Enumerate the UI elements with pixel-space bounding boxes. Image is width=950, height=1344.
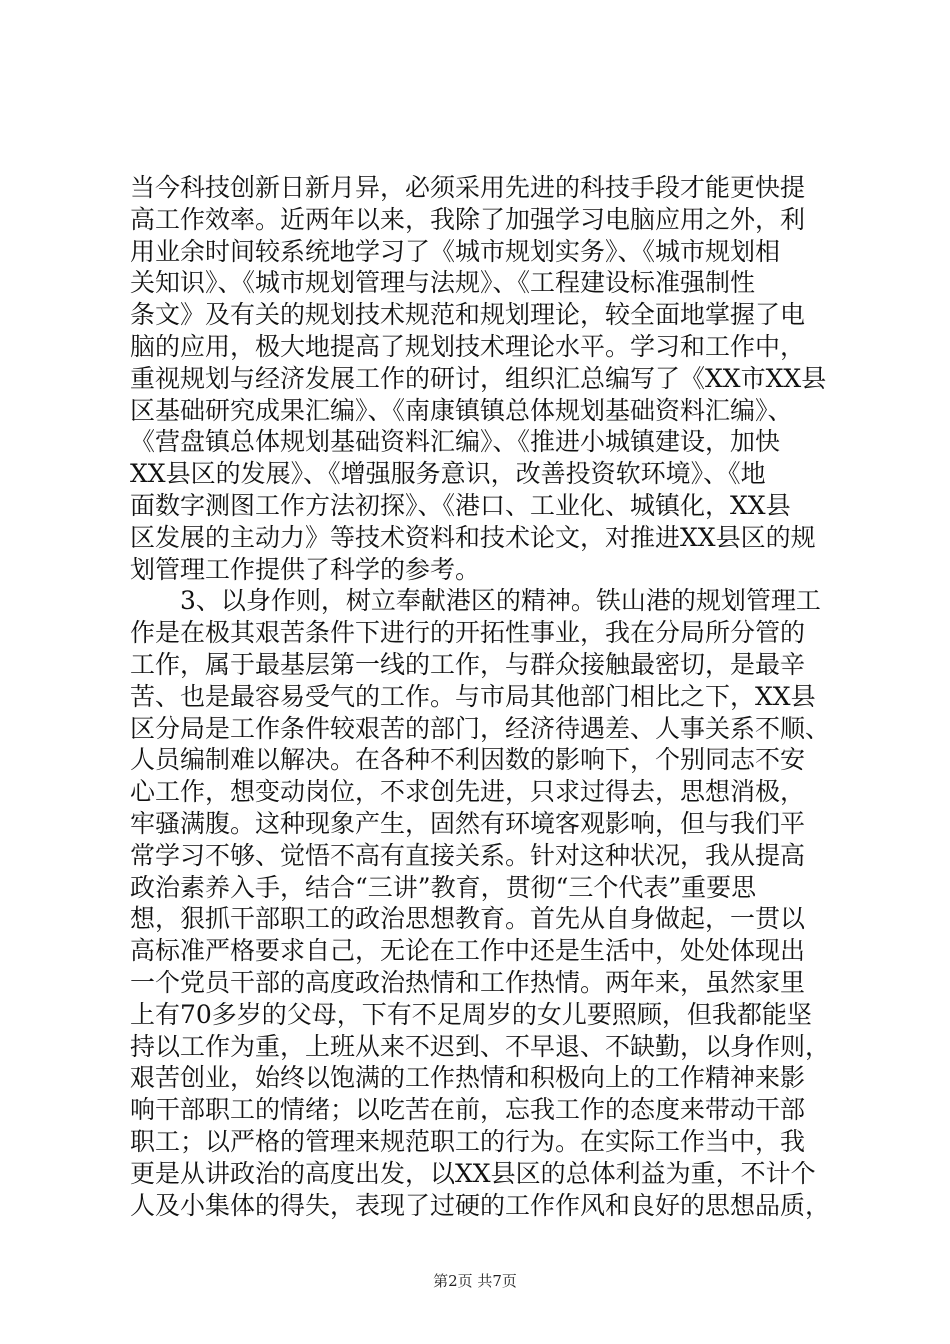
text-line: 重视规划与经济发展工作的研讨，组织汇总编写了《XX市XX县: [130, 363, 827, 393]
text-line: 《营盘镇总体规划基础资料汇编》、《推进小城镇建设，加快: [130, 427, 781, 457]
text-line: 心工作，想变动岗位，不求创先进，只求过得去，思想消极，: [130, 777, 806, 807]
text-line: 区发展的主动力》等技术资料和技术论文，对推进XX县区的规: [130, 522, 816, 552]
text-line: 作是在极其艰苦条件下进行的开拓性事业，我在分局所分管的: [130, 618, 806, 648]
text-line: 关知识》、《城市规划管理与法规》、《工程建设标准强制性: [130, 268, 756, 298]
text-line: 高工作效率。近两年以来，我除了加强学习电脑应用之外，利: [130, 204, 806, 234]
text-line: 政治素养入手，结合“三讲”教育，贯彻“三个代表”重要思: [130, 872, 757, 902]
text-line: 响干部职工的情绪；以吃苦在前，忘我工作的态度来带动干部: [130, 1095, 806, 1125]
text-line: 牢骚满腹。这种现象产生，固然有环境客观影响，但与我们平: [130, 808, 806, 838]
body-text: [130, 172, 830, 1221]
text-line: 苦、也是最容易受气的工作。与市局其他部门相比之下，XX县: [130, 681, 816, 711]
text-line: 更是从讲政治的高度出发，以XX县区的总体利益为重，不计个: [130, 1158, 816, 1188]
text-line: 高标准严格要求自己，无论在工作中还是生活中，处处体现出: [130, 936, 806, 966]
text-line: 脑的应用，极大地提高了规划技术理论水平。学习和工作中，: [130, 331, 806, 361]
text-line: 条文》及有关的规划技术规范和规划理论，较全面地掌握了电: [130, 300, 806, 330]
text-line: 上有70多岁的父母，下有不足周岁的女儿要照顾，但我都能坚: [130, 999, 812, 1029]
text-line: 常学习不够、觉悟不高有直接关系。针对这种状况，我从提高: [130, 840, 806, 870]
text-line: 当今科技创新日新月异，必须采用先进的科技手段才能更快提: [130, 173, 806, 202]
text-line: XX县区的发展》、《增强服务意识，改善投资软环境》、《地: [130, 459, 766, 489]
text-line: 人及小集体的得失，表现了过硬的工作作风和良好的思想品质，: [130, 1190, 830, 1220]
text-line: 人员编制难以解决。在各种不利因数的影响下，个别同志不安: [130, 745, 806, 775]
text-line: 区分局是工作条件较艰苦的部门，经济待遇差、人事关系不顺、: [130, 713, 830, 743]
text-line: 用业余时间较系统地学习了《城市规划实务》、《城市规划相: [130, 236, 781, 266]
page-footer: 第2页 共7页: [433, 1272, 517, 1290]
text-line: 面数字测图工作方法初探》、《港口、工业化、城镇化，XX县: [130, 490, 791, 520]
text-line: 工作，属于最基层第一线的工作，与群众接触最密切，是最辛: [130, 649, 806, 679]
text-line: 想，狠抓干部职工的政治思想教育。首先从自身做起，一贯以: [130, 904, 806, 934]
text-line: 划管理工作提供了科学的参考。: [130, 554, 481, 584]
text-line: 一个党员干部的高度政治热情和工作热情。两年来，虽然家里: [130, 967, 806, 997]
text-line: 持以工作为重，上班从来不迟到、不早退、不缺勤，以身作则，: [130, 1031, 830, 1061]
text-line: 职工；以严格的管理来规范职工的行为。在实际工作当中，我: [130, 1126, 806, 1156]
text-line: 区基础研究成果汇编》、《南康镇镇总体规划基础资料汇编》、: [130, 395, 793, 425]
text-line: 艰苦创业，始终以饱满的工作热情和积极向上的工作精神来影: [130, 1063, 806, 1093]
text-line: 3、以身作则，树立奉献港区的精神。铁山港的规划管理工: [130, 586, 821, 616]
